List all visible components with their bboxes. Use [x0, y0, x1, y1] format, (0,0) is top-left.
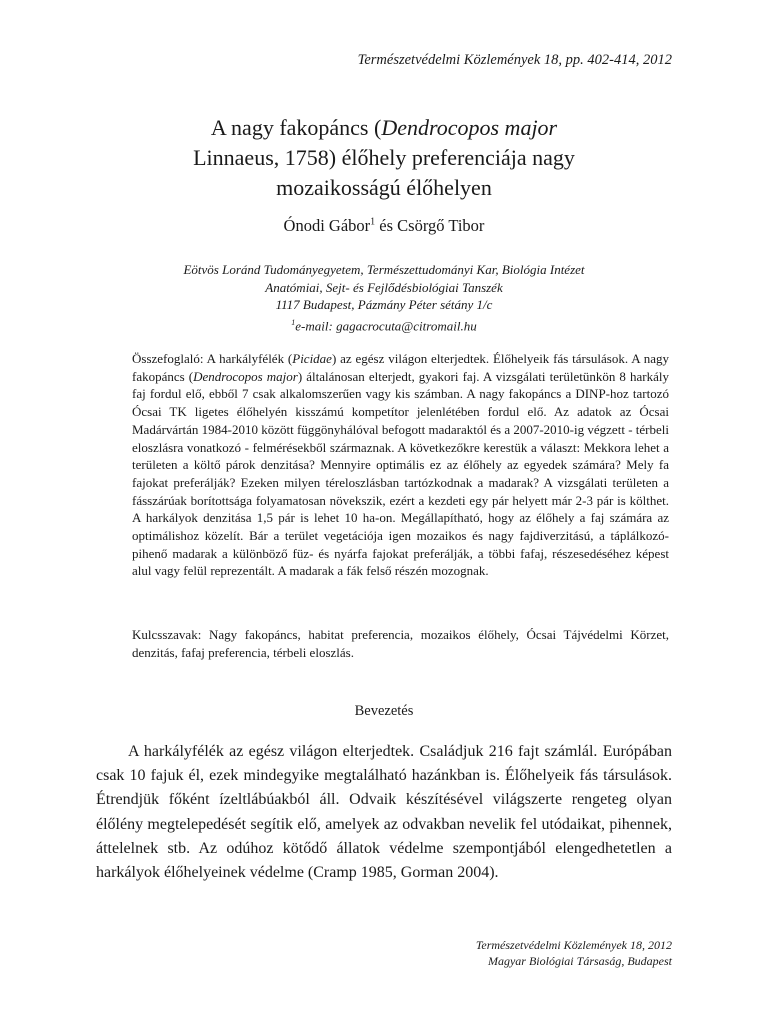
title-line-3: mozaikosságú élőhelyen — [276, 175, 492, 200]
email-affiliation-mark: 1 — [291, 317, 296, 327]
article-title — [130, 113, 638, 203]
title-line-1 — [130, 113, 638, 143]
abstract-part-1: Összefoglaló: A harkályfélék ( — [132, 351, 293, 366]
keywords: Kulcsszavak: Nagy fakopáncs, habitat preferencia, mozaikos élőhely, Ócsai Tájvédelmi Körzet, denzitás, fafaj preferencia, térbeli eloszlás. — [132, 627, 669, 660]
title-line-1-text: A nagy fakopáncs ( — [210, 115, 382, 140]
affiliation-block — [100, 261, 668, 334]
abstract — [132, 350, 669, 580]
page-footer — [476, 937, 672, 969]
affiliation-line-3: 1117 Budapest, Pázmány Péter sétány 1/c — [275, 297, 493, 312]
abstract-species-name: Dendrocopos major — [193, 368, 298, 384]
abstract-family-name: Picidae — [292, 351, 332, 366]
footer-line-2: Magyar Biológiai Társaság, Budapest — [487, 954, 672, 968]
section-heading: Bevezetés — [354, 703, 414, 719]
author-2-name: és Csörgő Tibor — [375, 216, 485, 235]
title-line-2: Linnaeus, 1758) élőhely preferenciája nagy — [193, 145, 575, 170]
affiliation-email — [100, 314, 668, 335]
abstract-part-2: ) az egész világon elterjedtek. Élőhelyeik fás társulások. A nagy fakopáncs ( — [132, 351, 670, 384]
title-species-name: Dendrocopos major — [381, 115, 558, 140]
author-list — [130, 216, 638, 236]
intro-paragraph: A harkályfélék az egész világon elterjedtek. Családjuk 216 fajt számlál. Európában csak 10 fajuk él, ezek mindegyike megtalálható hazánkban is. Élőhelyeik fás társulások. Étrendjük főként ízeltlábúakból áll. Odvaik készítésével világszerte rengeteg olyan élőlény megtelepedését segítik elő, amelyek az odvakban nevelik fel utódaikat, pihennek, áttelelnek stb. Az odúhoz kötődő állatok védelme szempontjából elengedhetetlen a harkályok élőhelyeinek védelme (Cramp 1985, Gorman 2004). — [96, 743, 672, 882]
journal-header: Természetvédelmi Közlemények 18, pp. 402-414, 2012 — [357, 52, 672, 68]
affiliation-line-1: Eötvös Loránd Tudományegyetem, Természettudományi Kar, Biológia Intézet — [183, 262, 585, 277]
author-1-affiliation-mark: 1 — [370, 216, 376, 228]
email-text: e-mail: gagacrocuta@citromail.hu — [295, 317, 477, 333]
abstract-part-3: ) általánosan elterjedt, gyakori faj. A vizsgálati területünkön 8 harkály faj fordul elő, ebből 7 csak alkalomszerűen vagy kis számban. A nagy fakopáncs a DINP-hoz tartozó Ócsai TK ligetes élőhelyén kisszámú kompetítor jelenlétében fordul elő. Az adatok az Ócsai Madárvártán 1984-2010 között függönyhálóval befogott madaraktól és a 2007-2010-ig végzett - térbeli eloszlásra vonatkozó - felmérésekből származnak. A következőkre kerestük a választ: Mekkora lehet a területen a költő párok denzitása? Mennyire optimális ez az élőhely az egyedek számára? Mely fa fajokat preferálják? Ezeken milyen téreloszlásban tartózkodnak a madarak? A vizsgálati területen a fásszárúak borítottsága folyamatosan növekszik, ezért a kezdeti egy pár helyett már 2-3 pár is költhet. A harkályok denzitása 1,5 pár is lehet 10 ha-on. Megállapítható, hogy az élőhely a faj számára az optimálishoz közelít. Bár a terület vegetációja igen mozaikos és nagy fajdiverzitású, a táplálkozó-pihenő madarak a különböző füz- és nyárfa fajokat preferálják, a többi fafaj, részesedéséhez képest alul vagy felül reprezentált. A madarak a fák felső részén mozognak. — [132, 368, 669, 579]
author-1-name: Ónodi Gábor — [283, 216, 371, 235]
affiliation-line-2: Anatómiai, Sejt- és Fejlődésbiológiai Tanszék — [265, 279, 503, 295]
footer-line-1: Természetvédelmi Közlemények 18, 2012 — [475, 938, 672, 952]
